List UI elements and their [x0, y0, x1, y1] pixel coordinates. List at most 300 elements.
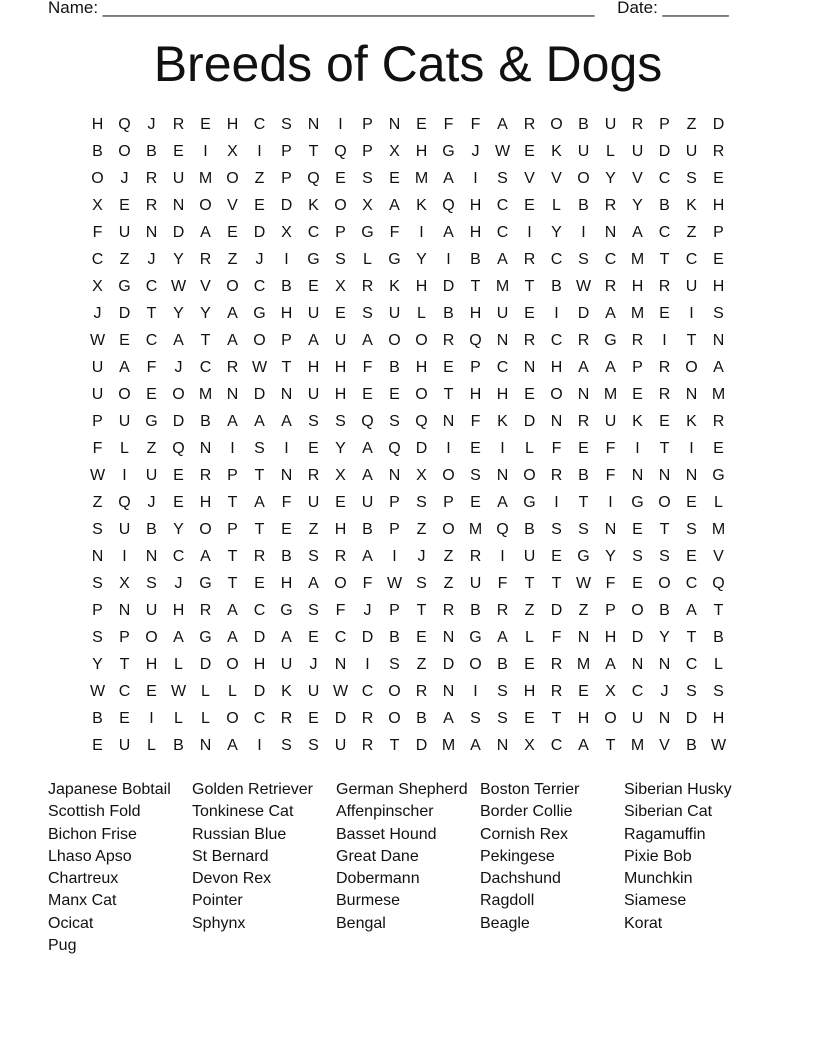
- grid-letter[interactable]: X: [605, 682, 616, 700]
- grid-letter[interactable]: U: [118, 736, 131, 754]
- grid-letter[interactable]: E: [119, 331, 130, 349]
- grid-letter[interactable]: M: [441, 736, 456, 754]
- grid-letter[interactable]: R: [631, 331, 644, 349]
- grid-letter[interactable]: I: [473, 169, 478, 187]
- grid-letter[interactable]: G: [442, 142, 455, 160]
- grid-letter[interactable]: A: [605, 358, 616, 376]
- grid-letter[interactable]: E: [173, 493, 184, 511]
- date-field[interactable]: Date: _______: [617, 0, 729, 17]
- grid-letter[interactable]: U: [307, 682, 320, 700]
- grid-letter[interactable]: S: [92, 520, 103, 538]
- grid-letter[interactable]: N: [442, 628, 455, 646]
- grid-letter[interactable]: B: [281, 277, 292, 295]
- grid-letter[interactable]: H: [523, 682, 536, 700]
- grid-letter[interactable]: L: [552, 196, 561, 214]
- grid-letter[interactable]: S: [713, 304, 724, 322]
- grid-letter[interactable]: Q: [307, 169, 320, 187]
- grid-letter[interactable]: E: [659, 412, 670, 430]
- grid-letter[interactable]: A: [632, 223, 643, 241]
- grid-letter[interactable]: I: [446, 250, 451, 268]
- grid-letter[interactable]: D: [550, 601, 563, 619]
- grid-letter[interactable]: P: [92, 601, 103, 619]
- grid-letter[interactable]: B: [470, 250, 481, 268]
- grid-letter[interactable]: N: [145, 547, 158, 565]
- grid-letter[interactable]: E: [470, 439, 481, 457]
- grid-letter[interactable]: F: [605, 574, 616, 592]
- grid-letter[interactable]: O: [388, 682, 401, 700]
- grid-letter[interactable]: S: [497, 169, 508, 187]
- grid-letter[interactable]: S: [686, 169, 697, 187]
- grid-letter[interactable]: A: [443, 223, 454, 241]
- grid-letter[interactable]: W: [575, 277, 592, 295]
- grid-letter[interactable]: S: [578, 520, 589, 538]
- grid-letter[interactable]: Y: [416, 250, 427, 268]
- grid-letter[interactable]: A: [443, 169, 454, 187]
- grid-letter[interactable]: L: [147, 736, 156, 754]
- grid-letter[interactable]: Z: [686, 223, 697, 241]
- grid-letter[interactable]: O: [550, 115, 563, 133]
- grid-letter[interactable]: Z: [146, 439, 157, 457]
- grid-letter[interactable]: R: [334, 547, 347, 565]
- grid-letter[interactable]: Z: [524, 601, 535, 619]
- grid-letter[interactable]: R: [604, 277, 617, 295]
- grid-letter[interactable]: V: [659, 736, 670, 754]
- grid-letter[interactable]: T: [119, 655, 130, 673]
- grid-letter[interactable]: F: [92, 223, 103, 241]
- grid-letter[interactable]: R: [577, 331, 590, 349]
- grid-letter[interactable]: P: [281, 331, 292, 349]
- grid-letter[interactable]: S: [713, 682, 724, 700]
- grid-letter[interactable]: N: [226, 385, 239, 403]
- grid-letter[interactable]: E: [92, 736, 103, 754]
- grid-letter[interactable]: A: [227, 412, 238, 430]
- grid-letter[interactable]: F: [443, 115, 454, 133]
- grid-letter[interactable]: W: [251, 358, 268, 376]
- grid-letter[interactable]: I: [257, 142, 262, 160]
- grid-letter[interactable]: R: [523, 250, 536, 268]
- grid-letter[interactable]: O: [226, 169, 239, 187]
- grid-letter[interactable]: I: [203, 142, 208, 160]
- grid-letter[interactable]: O: [226, 709, 239, 727]
- grid-letter[interactable]: D: [172, 412, 185, 430]
- grid-letter[interactable]: E: [713, 439, 724, 457]
- grid-letter[interactable]: D: [523, 412, 536, 430]
- grid-letter[interactable]: F: [605, 466, 616, 484]
- grid-letter[interactable]: C: [253, 277, 266, 295]
- grid-letter[interactable]: F: [281, 493, 292, 511]
- grid-letter[interactable]: R: [658, 385, 671, 403]
- grid-letter[interactable]: N: [712, 331, 725, 349]
- grid-letter[interactable]: R: [199, 250, 212, 268]
- grid-letter[interactable]: I: [689, 439, 694, 457]
- grid-letter[interactable]: U: [307, 493, 320, 511]
- grid-letter[interactable]: B: [578, 115, 589, 133]
- grid-letter[interactable]: T: [659, 520, 670, 538]
- grid-letter[interactable]: K: [497, 412, 508, 430]
- grid-letter[interactable]: C: [658, 223, 671, 241]
- grid-letter[interactable]: P: [227, 466, 238, 484]
- grid-letter[interactable]: K: [389, 277, 400, 295]
- grid-letter[interactable]: U: [334, 736, 347, 754]
- grid-letter[interactable]: L: [363, 250, 372, 268]
- grid-letter[interactable]: F: [470, 412, 481, 430]
- grid-letter[interactable]: M: [711, 520, 726, 538]
- grid-letter[interactable]: R: [658, 358, 671, 376]
- grid-letter[interactable]: L: [228, 682, 237, 700]
- grid-letter[interactable]: L: [714, 493, 723, 511]
- grid-letter[interactable]: J: [174, 358, 183, 376]
- grid-letter[interactable]: O: [442, 466, 455, 484]
- grid-letter[interactable]: S: [308, 601, 319, 619]
- grid-letter[interactable]: X: [362, 196, 373, 214]
- grid-letter[interactable]: E: [524, 709, 535, 727]
- grid-letter[interactable]: L: [606, 142, 615, 160]
- grid-letter[interactable]: E: [173, 142, 184, 160]
- grid-letter[interactable]: E: [254, 574, 265, 592]
- grid-letter[interactable]: Q: [442, 196, 455, 214]
- grid-letter[interactable]: E: [416, 115, 427, 133]
- grid-letter[interactable]: W: [170, 277, 187, 295]
- grid-letter[interactable]: O: [91, 169, 104, 187]
- grid-letter[interactable]: E: [524, 196, 535, 214]
- grid-letter[interactable]: J: [174, 574, 183, 592]
- grid-letter[interactable]: U: [118, 412, 131, 430]
- grid-letter[interactable]: C: [631, 682, 644, 700]
- grid-letter[interactable]: X: [335, 466, 346, 484]
- grid-letter[interactable]: N: [199, 736, 212, 754]
- grid-letter[interactable]: T: [227, 547, 238, 565]
- grid-letter[interactable]: K: [308, 196, 319, 214]
- grid-letter[interactable]: I: [284, 439, 289, 457]
- grid-letter[interactable]: O: [172, 385, 185, 403]
- grid-letter[interactable]: T: [524, 277, 535, 295]
- grid-letter[interactable]: V: [200, 277, 211, 295]
- grid-letter[interactable]: I: [500, 439, 505, 457]
- grid-letter[interactable]: W: [575, 574, 592, 592]
- grid-letter[interactable]: P: [632, 358, 643, 376]
- grid-letter[interactable]: T: [659, 439, 670, 457]
- grid-letter[interactable]: C: [145, 331, 158, 349]
- grid-letter[interactable]: E: [308, 439, 319, 457]
- grid-letter[interactable]: Z: [443, 547, 454, 565]
- grid-letter[interactable]: V: [227, 196, 238, 214]
- grid-letter[interactable]: H: [145, 655, 158, 673]
- grid-letter[interactable]: S: [470, 709, 481, 727]
- grid-letter[interactable]: B: [173, 736, 184, 754]
- grid-letter[interactable]: R: [712, 412, 725, 430]
- grid-letter[interactable]: E: [281, 520, 292, 538]
- grid-letter[interactable]: N: [199, 439, 212, 457]
- grid-letter[interactable]: P: [227, 520, 238, 538]
- grid-letter[interactable]: E: [308, 628, 319, 646]
- grid-letter[interactable]: E: [308, 709, 319, 727]
- grid-letter[interactable]: D: [334, 709, 347, 727]
- grid-letter[interactable]: R: [199, 601, 212, 619]
- grid-letter[interactable]: R: [442, 601, 455, 619]
- grid-letter[interactable]: U: [604, 412, 617, 430]
- grid-letter[interactable]: S: [92, 574, 103, 592]
- grid-letter[interactable]: U: [145, 466, 158, 484]
- grid-letter[interactable]: R: [496, 601, 509, 619]
- grid-letter[interactable]: O: [226, 655, 239, 673]
- grid-letter[interactable]: E: [389, 169, 400, 187]
- grid-letter[interactable]: J: [120, 169, 129, 187]
- grid-letter[interactable]: E: [659, 304, 670, 322]
- grid-letter[interactable]: D: [631, 628, 644, 646]
- grid-letter[interactable]: M: [198, 385, 213, 403]
- grid-letter[interactable]: E: [254, 196, 265, 214]
- grid-letter[interactable]: E: [335, 493, 346, 511]
- grid-letter[interactable]: P: [605, 601, 616, 619]
- grid-letter[interactable]: O: [118, 385, 131, 403]
- grid-letter[interactable]: U: [91, 385, 104, 403]
- grid-letter[interactable]: U: [280, 655, 293, 673]
- grid-letter[interactable]: M: [198, 169, 213, 187]
- grid-letter[interactable]: T: [443, 385, 454, 403]
- grid-letter[interactable]: D: [172, 223, 185, 241]
- grid-letter[interactable]: L: [417, 304, 426, 322]
- grid-letter[interactable]: N: [388, 466, 401, 484]
- grid-letter[interactable]: Y: [200, 304, 211, 322]
- grid-letter[interactable]: R: [280, 709, 293, 727]
- grid-letter[interactable]: N: [496, 736, 509, 754]
- grid-letter[interactable]: E: [335, 304, 346, 322]
- grid-letter[interactable]: X: [119, 574, 130, 592]
- grid-letter[interactable]: S: [254, 439, 265, 457]
- grid-letter[interactable]: L: [120, 439, 129, 457]
- grid-letter[interactable]: T: [551, 574, 562, 592]
- grid-letter[interactable]: A: [497, 115, 508, 133]
- grid-letter[interactable]: A: [497, 250, 508, 268]
- grid-letter[interactable]: W: [494, 142, 511, 160]
- grid-letter[interactable]: E: [119, 709, 130, 727]
- grid-letter[interactable]: B: [686, 736, 697, 754]
- grid-letter[interactable]: N: [172, 196, 185, 214]
- grid-letter[interactable]: U: [172, 169, 185, 187]
- grid-letter[interactable]: E: [389, 385, 400, 403]
- grid-letter[interactable]: G: [145, 412, 158, 430]
- grid-letter[interactable]: S: [416, 493, 427, 511]
- grid-letter[interactable]: A: [713, 358, 724, 376]
- grid-letter[interactable]: H: [91, 115, 104, 133]
- grid-letter[interactable]: P: [335, 223, 346, 241]
- grid-letter[interactable]: U: [685, 277, 698, 295]
- grid-letter[interactable]: H: [334, 385, 347, 403]
- grid-letter[interactable]: G: [604, 331, 617, 349]
- grid-letter[interactable]: U: [307, 304, 320, 322]
- grid-letter[interactable]: R: [469, 547, 482, 565]
- grid-letter[interactable]: D: [118, 304, 131, 322]
- grid-letter[interactable]: P: [389, 493, 400, 511]
- grid-letter[interactable]: B: [524, 520, 535, 538]
- grid-letter[interactable]: D: [253, 385, 266, 403]
- grid-letter[interactable]: H: [253, 655, 266, 673]
- grid-letter[interactable]: G: [712, 466, 725, 484]
- grid-letter[interactable]: B: [659, 601, 670, 619]
- grid-letter[interactable]: E: [713, 169, 724, 187]
- grid-letter[interactable]: N: [280, 466, 293, 484]
- grid-letter[interactable]: C: [334, 628, 347, 646]
- grid-letter[interactable]: T: [254, 466, 265, 484]
- grid-letter[interactable]: I: [608, 493, 613, 511]
- grid-letter[interactable]: N: [118, 601, 131, 619]
- grid-letter[interactable]: A: [227, 628, 238, 646]
- grid-letter[interactable]: A: [497, 628, 508, 646]
- grid-letter[interactable]: I: [581, 223, 586, 241]
- grid-letter[interactable]: S: [389, 412, 400, 430]
- grid-letter[interactable]: P: [470, 358, 481, 376]
- grid-letter[interactable]: E: [686, 493, 697, 511]
- grid-letter[interactable]: I: [473, 682, 478, 700]
- grid-letter[interactable]: H: [712, 709, 725, 727]
- grid-letter[interactable]: M: [630, 304, 645, 322]
- grid-letter[interactable]: Y: [173, 520, 184, 538]
- grid-letter[interactable]: P: [119, 628, 130, 646]
- grid-letter[interactable]: C: [496, 223, 509, 241]
- grid-letter[interactable]: G: [388, 250, 401, 268]
- grid-letter[interactable]: E: [524, 142, 535, 160]
- grid-letter[interactable]: F: [362, 358, 373, 376]
- grid-letter[interactable]: Q: [388, 439, 401, 457]
- grid-letter[interactable]: G: [631, 493, 644, 511]
- grid-letter[interactable]: E: [686, 547, 697, 565]
- grid-letter[interactable]: L: [174, 655, 183, 673]
- grid-letter[interactable]: K: [686, 196, 697, 214]
- grid-letter[interactable]: Z: [119, 250, 130, 268]
- grid-letter[interactable]: J: [309, 655, 318, 673]
- grid-letter[interactable]: E: [578, 439, 589, 457]
- grid-letter[interactable]: I: [554, 493, 559, 511]
- grid-letter[interactable]: P: [362, 115, 373, 133]
- grid-letter[interactable]: R: [550, 466, 563, 484]
- grid-letter[interactable]: S: [281, 736, 292, 754]
- grid-letter[interactable]: S: [497, 682, 508, 700]
- grid-letter[interactable]: C: [307, 223, 320, 241]
- grid-letter[interactable]: R: [361, 709, 374, 727]
- grid-letter[interactable]: S: [578, 250, 589, 268]
- grid-letter[interactable]: P: [281, 142, 292, 160]
- grid-letter[interactable]: Z: [254, 169, 265, 187]
- grid-letter[interactable]: W: [89, 331, 106, 349]
- grid-letter[interactable]: L: [201, 682, 210, 700]
- grid-letter[interactable]: T: [227, 574, 238, 592]
- grid-letter[interactable]: A: [605, 304, 616, 322]
- grid-letter[interactable]: Y: [335, 439, 346, 457]
- grid-letter[interactable]: F: [146, 358, 157, 376]
- grid-letter[interactable]: N: [307, 115, 320, 133]
- grid-letter[interactable]: S: [308, 547, 319, 565]
- grid-letter[interactable]: M: [603, 385, 618, 403]
- grid-letter[interactable]: F: [551, 439, 562, 457]
- grid-letter[interactable]: A: [173, 628, 184, 646]
- grid-letter[interactable]: X: [92, 277, 103, 295]
- grid-letter[interactable]: R: [307, 466, 320, 484]
- grid-letter[interactable]: S: [659, 547, 670, 565]
- grid-letter[interactable]: R: [145, 196, 158, 214]
- grid-letter[interactable]: I: [662, 331, 667, 349]
- grid-letter[interactable]: I: [635, 439, 640, 457]
- grid-letter[interactable]: U: [577, 142, 590, 160]
- grid-letter[interactable]: X: [416, 466, 427, 484]
- grid-letter[interactable]: D: [577, 304, 590, 322]
- grid-letter[interactable]: C: [253, 709, 266, 727]
- grid-letter[interactable]: J: [147, 493, 156, 511]
- grid-letter[interactable]: M: [711, 385, 726, 403]
- grid-letter[interactable]: A: [227, 331, 238, 349]
- grid-letter[interactable]: U: [604, 115, 617, 133]
- grid-letter[interactable]: A: [254, 493, 265, 511]
- grid-letter[interactable]: T: [524, 574, 535, 592]
- grid-letter[interactable]: R: [442, 331, 455, 349]
- grid-letter[interactable]: D: [442, 655, 455, 673]
- grid-letter[interactable]: W: [89, 682, 106, 700]
- grid-letter[interactable]: S: [497, 709, 508, 727]
- grid-letter[interactable]: R: [712, 142, 725, 160]
- grid-letter[interactable]: S: [308, 412, 319, 430]
- grid-letter[interactable]: T: [200, 331, 211, 349]
- grid-letter[interactable]: A: [362, 331, 373, 349]
- grid-letter[interactable]: U: [118, 223, 131, 241]
- grid-letter[interactable]: I: [230, 439, 235, 457]
- grid-letter[interactable]: E: [524, 304, 535, 322]
- grid-letter[interactable]: H: [469, 304, 482, 322]
- grid-letter[interactable]: L: [174, 709, 183, 727]
- grid-letter[interactable]: N: [550, 412, 563, 430]
- grid-letter[interactable]: Y: [659, 628, 670, 646]
- grid-letter[interactable]: D: [415, 736, 428, 754]
- grid-letter[interactable]: X: [92, 196, 103, 214]
- grid-letter[interactable]: C: [685, 574, 698, 592]
- grid-letter[interactable]: G: [253, 304, 266, 322]
- grid-letter[interactable]: R: [604, 196, 617, 214]
- grid-letter[interactable]: I: [122, 547, 127, 565]
- grid-letter[interactable]: O: [523, 466, 536, 484]
- grid-letter[interactable]: B: [578, 196, 589, 214]
- grid-letter[interactable]: V: [524, 169, 535, 187]
- grid-letter[interactable]: J: [255, 250, 264, 268]
- grid-letter[interactable]: H: [415, 277, 428, 295]
- grid-letter[interactable]: H: [172, 601, 185, 619]
- grid-letter[interactable]: A: [578, 358, 589, 376]
- grid-letter[interactable]: A: [254, 412, 265, 430]
- grid-letter[interactable]: G: [199, 574, 212, 592]
- grid-letter[interactable]: Z: [416, 655, 427, 673]
- grid-letter[interactable]: H: [712, 277, 725, 295]
- grid-letter[interactable]: Q: [415, 412, 428, 430]
- grid-letter[interactable]: J: [363, 601, 372, 619]
- grid-letter[interactable]: D: [280, 196, 293, 214]
- grid-letter[interactable]: C: [172, 547, 185, 565]
- grid-letter[interactable]: X: [389, 142, 400, 160]
- grid-letter[interactable]: T: [416, 601, 427, 619]
- grid-letter[interactable]: H: [307, 358, 320, 376]
- grid-letter[interactable]: D: [253, 682, 266, 700]
- grid-letter[interactable]: I: [284, 250, 289, 268]
- grid-letter[interactable]: C: [550, 736, 563, 754]
- grid-letter[interactable]: S: [335, 412, 346, 430]
- grid-letter[interactable]: L: [525, 439, 534, 457]
- grid-letter[interactable]: Y: [605, 169, 616, 187]
- grid-letter[interactable]: O: [226, 277, 239, 295]
- grid-letter[interactable]: Z: [443, 574, 454, 592]
- grid-letter[interactable]: A: [578, 736, 589, 754]
- grid-letter[interactable]: U: [631, 709, 644, 727]
- grid-letter[interactable]: N: [442, 412, 455, 430]
- grid-letter[interactable]: N: [658, 655, 671, 673]
- grid-letter[interactable]: J: [471, 142, 480, 160]
- grid-letter[interactable]: I: [419, 223, 424, 241]
- grid-letter[interactable]: F: [551, 628, 562, 646]
